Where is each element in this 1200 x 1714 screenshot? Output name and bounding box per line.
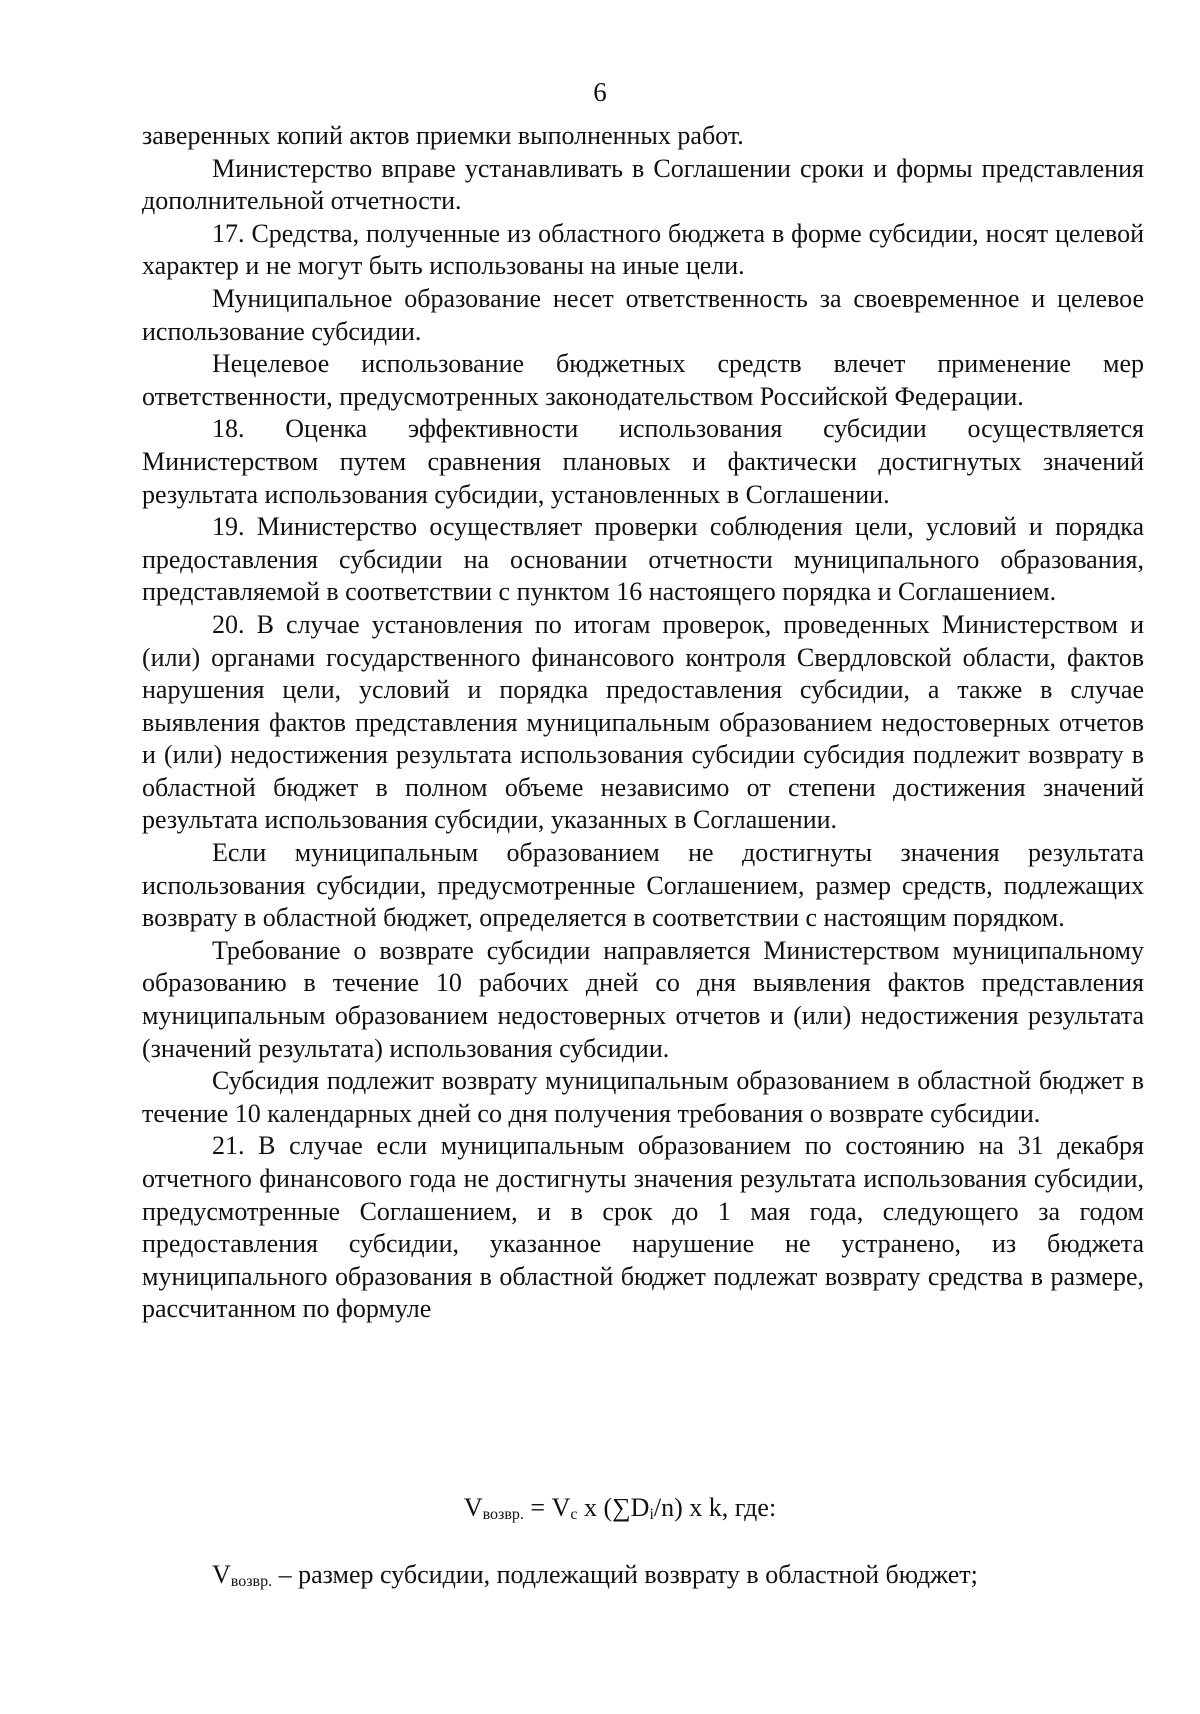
formula-v-subscript: возвр.: [482, 1506, 524, 1523]
formula-definition: [212, 1559, 1152, 1598]
paragraph-item-17: 17. Средства, полученные из областного бюджета в форме субсидии, носят целевой характер и не могут быть использованы на иные цели.: [142, 218, 1144, 281]
formula-v: V: [463, 1493, 483, 1522]
paragraph: Субсидия подлежит возврату муниципальным образованием в областной бюджет в течение 10 календарных дней со дня получения требования о возврате субсидии.: [142, 1066, 1144, 1128]
paragraph: Муниципальное образование несет ответственность за своевременное и целевое использование субсидии.: [142, 283, 1144, 346]
paragraph-continuation: заверенных копий актов приемки выполненных работ.: [142, 121, 744, 150]
paragraph: Нецелевое использование бюджетных средств влечет применение мер ответственности, предусмотренных законодательством Российской Федерации.: [142, 349, 1144, 411]
page-number: 6: [593, 77, 607, 107]
document-body: [142, 120, 1144, 1326]
paragraph-item-20: 20. В случае установления по итогам проверок, проведенных Министерством и (или) органами государственного финансового контроля Свердловской области, фактов нарушения цели, условий и порядка предоставления субсидии, а также в случае выявления фактов представления муниципальным образованием недостоверных отчетов и (или) недостижения результата использования субсидии субсидия подлежит возврату в областной бюджет в полном объеме независимо от степени достижения значений результата использования субсидии, указанных в Соглашении.: [142, 609, 1144, 835]
definition-text: – размер субсидии, подлежащий возврату в областной бюджет;: [272, 1560, 978, 1589]
paragraph-item-18: 18. Оценка эффективности использования субсидии осуществляется Министерством путем сравнения плановых и фактически достигнутых значений результата использования субсидии, установленных в Соглашении.: [142, 414, 1144, 509]
definition-v-subscript: возвр.: [230, 1573, 273, 1590]
formula-vc-subscript: c: [570, 1506, 578, 1523]
formula: [0, 1492, 1200, 1531]
paragraph: Министерство вправе устанавливать в Соглашении сроки и формы представления дополнительной отчетности.: [142, 153, 1144, 216]
paragraph: Требование о возврате субсидии направляется Министерством муниципальному образованию в течение 10 рабочих дней со дня выявления фактов представления муниципальным образованием недостоверных отчетов и (или) недостижения результата (значений результата) использования субсидии.: [142, 935, 1144, 1063]
paragraph-item-21: 21. В случае если муниципальным образованием по состоянию на 31 декабря отчетного финансового года не достигнуты значения результата использования субсидии, предусмотренные Соглашением, и в срок до 1 мая года, следующего за годом предоставления субсидии, указанное нарушение не устранено, из бюджета муниципального образования в областной бюджет подлежат возврату средства в размере, рассчитанном по формуле: [142, 1131, 1144, 1324]
formula-part: /n) x k, где:: [653, 1493, 777, 1522]
paragraph-item-19: 19. Министерство осуществляет проверки соблюдения цели, условий и порядка предоставления субсидии на основании отчетности муниципального образования, представляемой в соответствии с пунктом 16 настоящего порядка и Соглашением.: [142, 512, 1144, 607]
formula-part: x (∑D: [577, 1493, 650, 1522]
paragraph: Если муниципальным образованием не достигнуты значения результата использования субсидии, предусмотренные Соглашением, размер средств, подлежащих возврату в областной бюджет, определяется в соответствии с настоящим порядком.: [142, 838, 1144, 933]
definition-v: V: [212, 1560, 231, 1589]
formula-di-subscript: i: [649, 1506, 654, 1523]
formula-part: = V: [523, 1493, 571, 1522]
